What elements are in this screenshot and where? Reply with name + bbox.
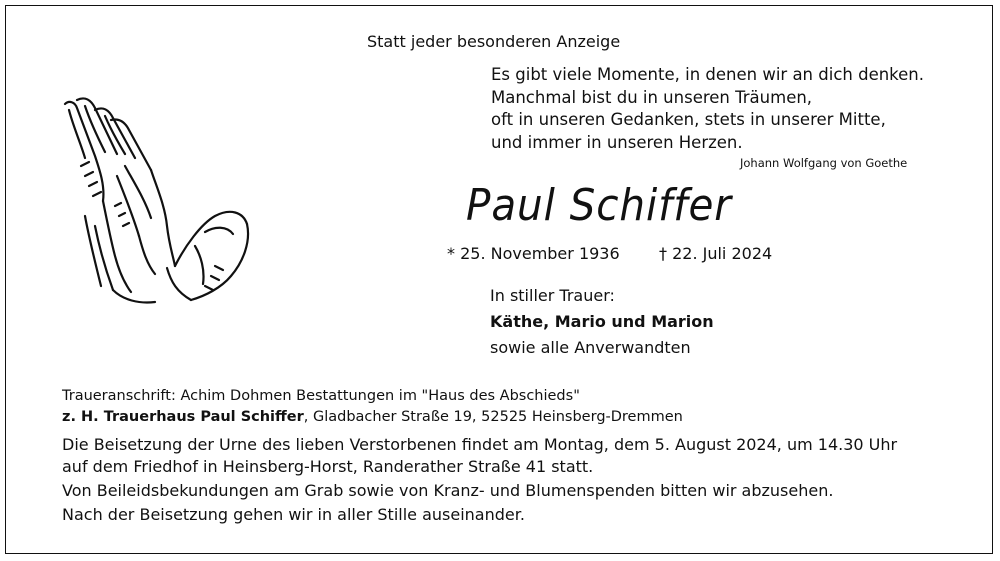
header-text: Statt jeder besonderen Anzeige bbox=[367, 32, 621, 51]
closing-text: Nach der Beisetzung gehen wir in aller Stille auseinander. bbox=[62, 505, 525, 524]
praying-hands-icon bbox=[55, 96, 255, 306]
burial-line-1: Die Beisetzung der Urne des lieben Verstorbenen findet am Montag, dem 5. August 2024, um 14.30 Uhr bbox=[62, 435, 898, 454]
address-recipient: z. H. Trauerhaus Paul Schiffer bbox=[62, 409, 304, 425]
condolences-text: Von Beileidsbekundungen am Grab sowie von Kranz- und Blumenspenden bitten wir abzusehen. bbox=[62, 481, 834, 500]
mourning-intro: In stiller Trauer: bbox=[490, 286, 615, 305]
deceased-name: Paul Schiffer bbox=[466, 180, 732, 231]
poem-line: Es gibt viele Momente, in denen wir an dich denken. bbox=[491, 65, 924, 84]
poem-author: Johann Wolfgang von Goethe bbox=[740, 156, 908, 170]
birth-date: * 25. November 1936 bbox=[447, 244, 620, 263]
address-street: , Gladbacher Straße 19, 52525 Heinsberg-Dremmen bbox=[303, 409, 683, 425]
address-block bbox=[62, 386, 683, 428]
poem-line: Manchmal bist du in unseren Träumen, bbox=[491, 87, 813, 107]
mourning-names: Käthe, Mario und Marion bbox=[490, 312, 714, 331]
mourning-block bbox=[490, 283, 714, 361]
death-date: † 22. Juli 2024 bbox=[659, 244, 773, 263]
poem-line: und immer in unseren Herzen. bbox=[491, 132, 743, 152]
burial-line-2: auf dem Friedhof in Heinsberg-Horst, Randerather Straße 41 statt. bbox=[62, 457, 594, 476]
address-line-1: Traueranschrift: Achim Dohmen Bestattungen im "Haus des Abschieds" bbox=[62, 388, 580, 404]
poem bbox=[491, 64, 924, 154]
mourning-relatives: sowie alle Anverwandten bbox=[490, 338, 691, 357]
body-text bbox=[62, 434, 897, 526]
address-line-2 bbox=[62, 407, 683, 428]
poem-line: oft in unseren Gedanken, stets in unserer Mitte, bbox=[491, 110, 886, 129]
